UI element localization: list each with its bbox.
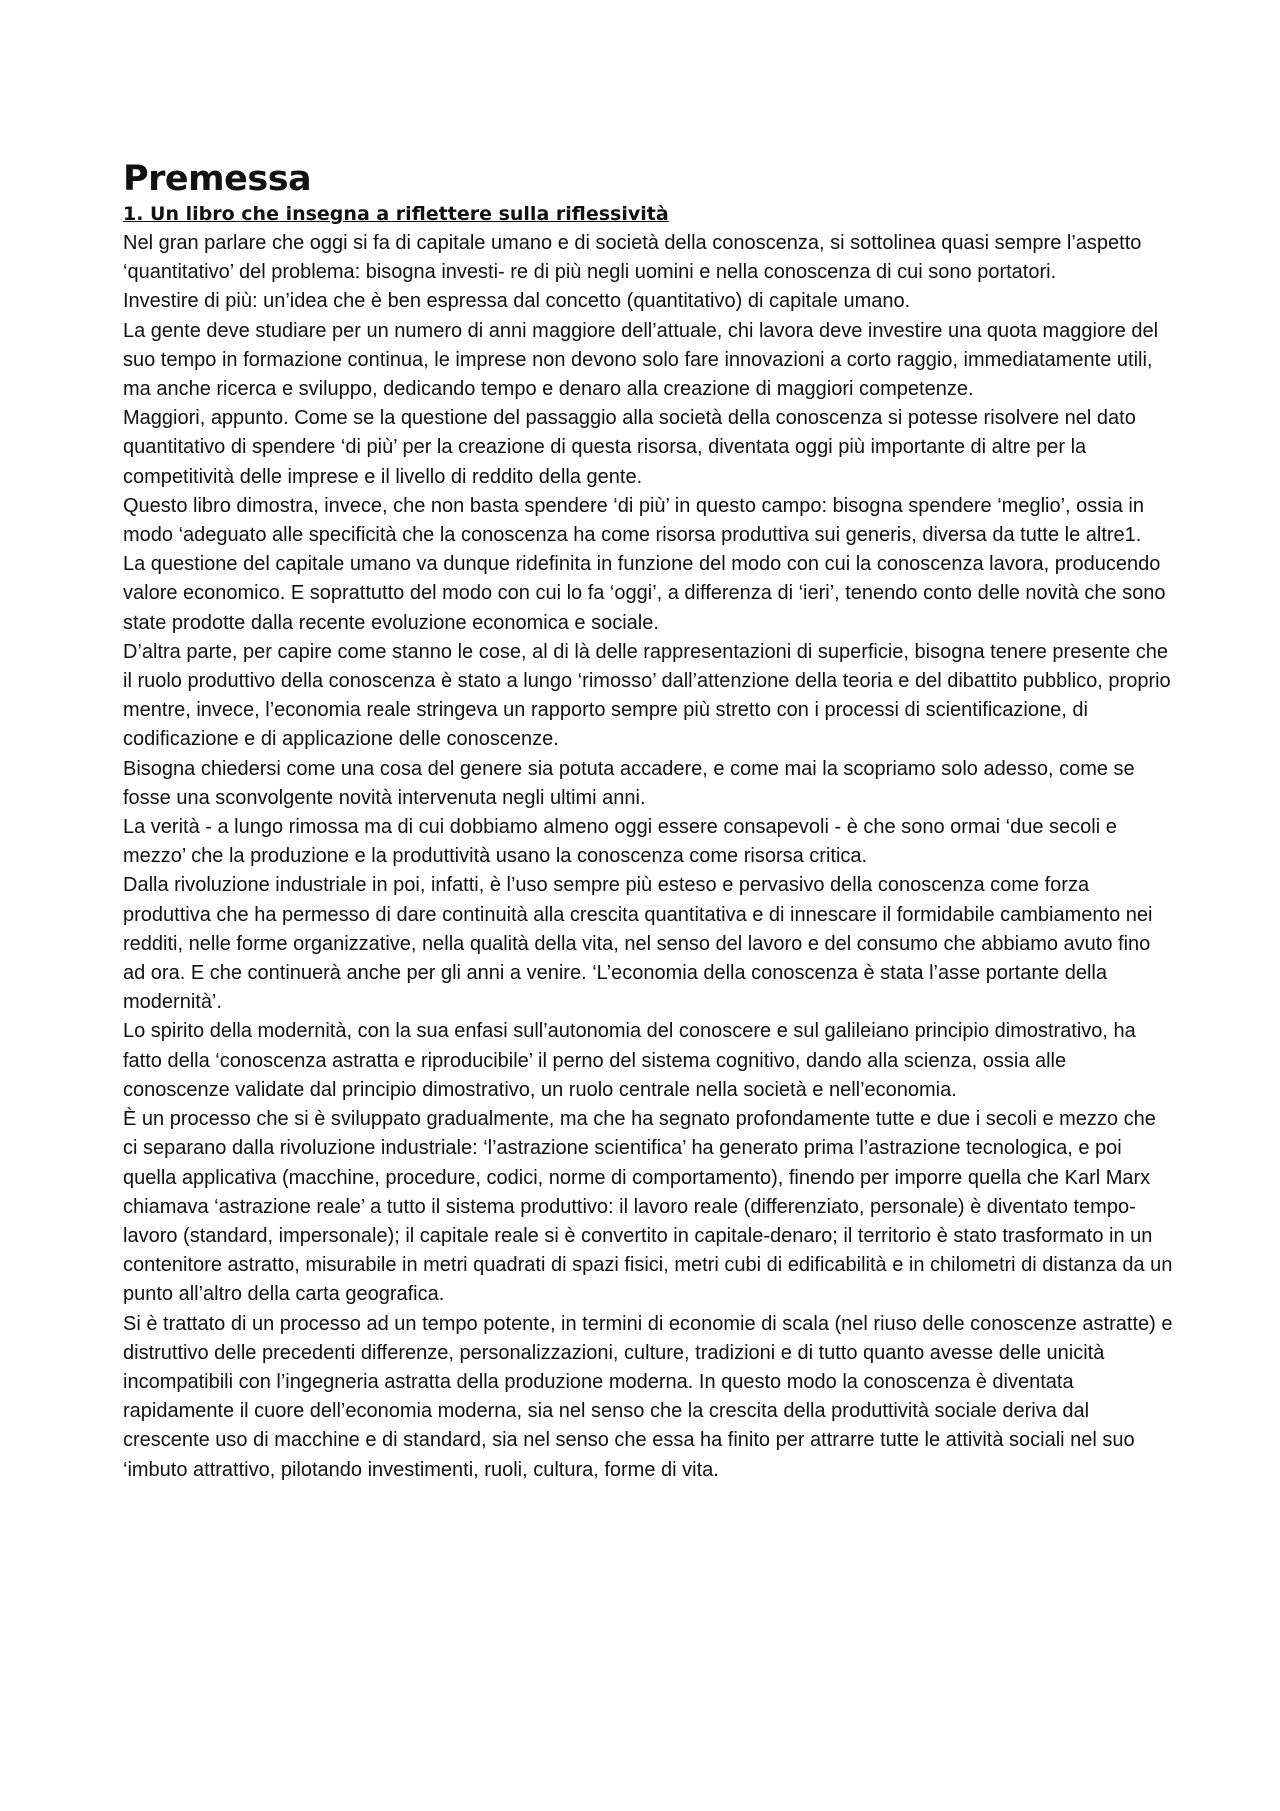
paragraph-7: D’altra parte, per capire come stanno le cose, al di là delle rappresentazioni di superficie, bisogna tenere presente che il ruolo produttivo della conoscenza è stato a lungo ‘rimosso’ dall’attenzione della teoria e del dibattito pubblico, proprio mentre, invece, l’economia reale stringeva un rapporto sempre più stretto con i processi di scientificazione, di codificazione e di applicazione delle conoscenze. [123,640,1171,751]
paragraph-12: È un processo che si è sviluppato gradualmente, ma che ha segnato profondamente tutte e due i secoli e mezzo che ci separano dalla rivoluzione industriale: ‘l’astrazione scientifica’ ha generato prima l’astrazione tecnologica, e poi quella applicativa (macchine, procedure, codici, norme di comportamento), finendo per imporre quella che Karl Marx chiamava ‘astrazione reale’ a tutto il sistema produttivo: il lavoro reale (differenziato, personale) è diventato tempo-lavoro (standard, impersonale); il capitale reale si è convertito in capitale-denaro; il territorio è stato trasformato in un contenitore astratto, misurabile in metri quadrati di spazi fisici, metri cubi di edificabilità e in chilometri di distanza da un punto all’altro della carta geografica. [123,1108,1173,1306]
paragraph-3: La gente deve studiare per un numero di anni maggiore dell’attuale, chi lavora deve investire una quota maggiore del suo tempo in formazione continua, le imprese non devono solo fare innovazioni a corto raggio, immediatamente utili, ma anche ricerca e sviluppo, dedicando tempo e denaro alla creazione di maggiori competenze. [123,319,1159,401]
document-page [123,158,1173,1485]
paragraph-1: Nel gran parlare che oggi si fa di capitale umano e di società della conoscenza, si sottolinea quasi sempre l’aspetto ‘quantitativo’ del problema: bisogna investi- re di più negli uomini e nella conoscenza di cui sono portatori. [123,232,1142,284]
paragraph-11: Lo spirito della modernità, con la sua enfasi sull’autonomia del conoscere e sul galileiano principio dimostrativo, ha fatto della ‘conoscenza astratta e riproducibile’ il perno del sistema cognitivo, dando alla scienza, ossia alle conoscenze validate dal principio dimostrativo, un ruolo centrale nella società e nell’economia. [123,1020,1136,1101]
paragraph-9: La verità - a lungo rimossa ma di cui dobbiamo almeno oggi essere consapevoli - è che sono ormai ‘due secoli e mezzo’ che la produzione e la produttività usano la conoscenza come risorsa critica. [123,816,1117,868]
paragraph-10: Dalla rivoluzione industriale in poi, infatti, è l’uso sempre più esteso e pervasivo della conoscenza come forza produttiva che ha permesso di dare continuità alla crescita quantitativa e di innescare il formidabile cambiamento nei redditi, nelle forme organizzative, nella qualità della vita, nel senso del lavoro e del consumo che abbiamo avuto fino ad ora. E che continuerà anche per gli anni a venire. ‘L’economia della conoscenza è stata l’asse portante della modernità’. [123,874,1153,1014]
paragraph-4: Maggiori, appunto. Come se la questione del passaggio alla società della conoscenza si potesse risolvere nel dato quantitativo di spendere ‘di più’ per la creazione di questa risorsa, diventata oggi più importante di altre per la competitività delle imprese e il livello di reddito della gente. [123,407,1136,488]
paragraph-8: Bisogna chiedersi come una cosa del genere sia potuta accadere, e come mai la scopriamo solo adesso, come se fosse una sconvolgente novità intervenuta negli ultimi anni. [123,757,1135,809]
page-title: Premessa [123,159,312,199]
paragraph-5: Questo libro dimostra, invece, che non basta spendere ‘di più’ in questo campo: bisogna spendere ‘meglio’, ossia in modo ‘adeguato alle specificità che la conoscenza ha come risorsa produttiva sui generis, diversa da tutte le altre1. [123,494,1144,547]
paragraph-2: Investire di più: un’idea che è ben espressa dal concetto (quantitativo) di capitale umano. [123,290,911,313]
paragraph-13: Si è trattato di un processo ad un tempo potente, in termini di economie di scala (nel riuso delle conoscenze astratte) e distruttivo delle precedenti differenze, personalizzazioni, culture, tradizioni e di tutto quanto avesse delle unicità incompatibili con l’ingegneria astratta della produzione moderna. In questo modo la conoscenza è diventata rapidamente il cuore dell’economia moderna, sia nel senso che la crescita della produttività sociale deriva dal crescente uso di macchine e di standard, sia nel senso che essa ha finito per attrarre tutte le attività sociali nel suo ‘imbuto attrattivo, pilotando investimenti, ruoli, cultura, forme di vita. [123,1312,1173,1481]
section-heading: 1. Un libro che insegna a riflettere sulla riflessività [123,203,669,225]
paragraph-6: La questione del capitale umano va dunque ridefinita in funzione del modo con cui la conoscenza lavora, producendo valore economico. E soprattutto del modo con cui lo fa ‘oggi’, a differenza di ‘ieri’, tenendo conto delle novità che sono state prodotte dalla recente evoluzione economica e sociale. [123,553,1166,634]
